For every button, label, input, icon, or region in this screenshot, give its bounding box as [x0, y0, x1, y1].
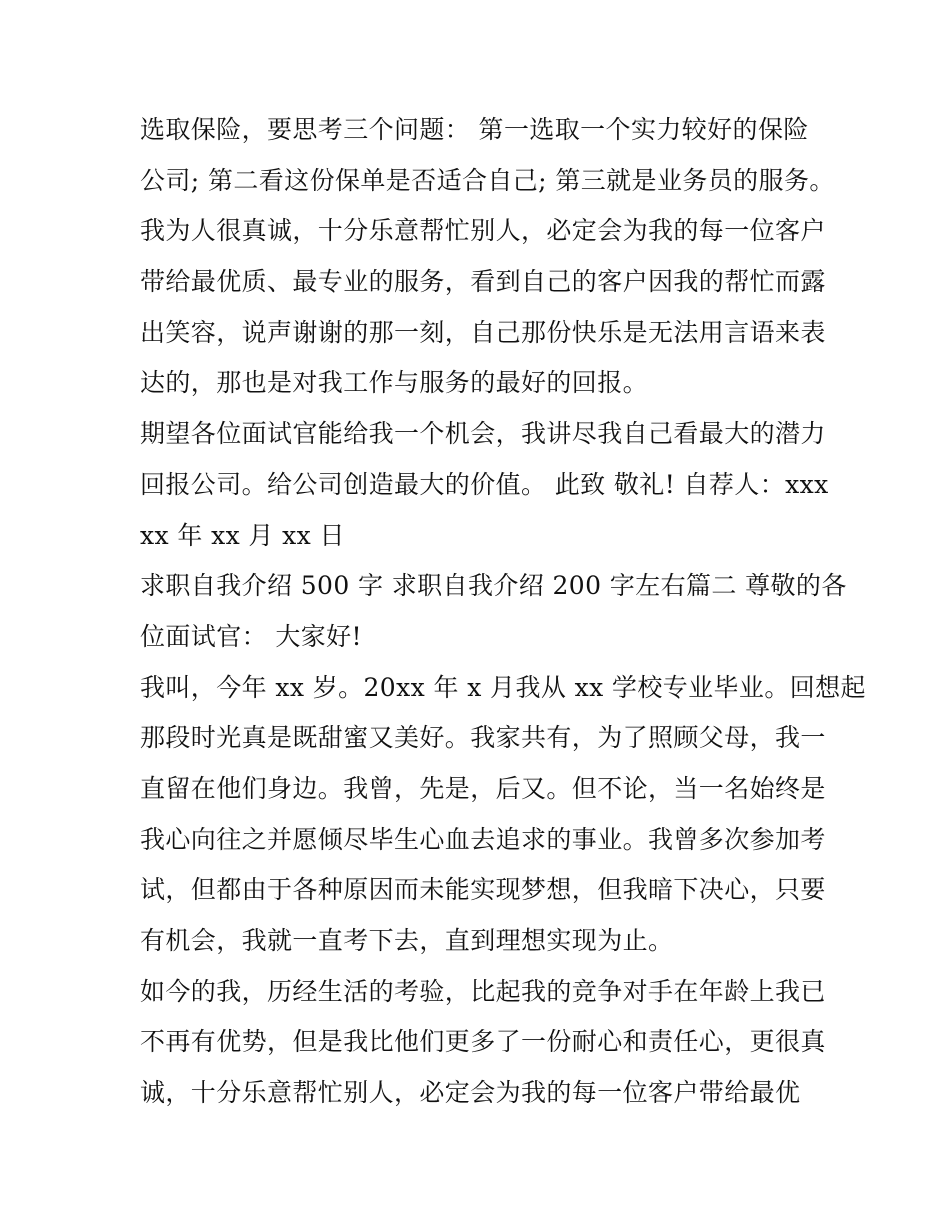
text-line: 我为人很真诚，十分乐意帮忙别人，必定会为我的每一位客户 — [140, 216, 826, 246]
text-line: 公司; 第二看这份保单是否适合自己; 第三就是业务员的服务。 — [140, 165, 835, 195]
text-line: 直留在他们身边。我曾，先是，后又。但不论，当一名始终是 — [140, 773, 826, 803]
text-line: 我叫，今年 xx 岁。20xx 年 x 月我从 xx 学校专业毕业。回想起 — [140, 672, 866, 702]
date-line: xx 年 xx 月 xx 日 — [140, 520, 345, 550]
text-line: 有机会，我就一直考下去，直到理想实现为止。 — [140, 926, 674, 955]
text-line: 带给最优质、最专业的服务，看到自己的客户因我的帮忙而露 — [140, 267, 826, 297]
text-line: 选取保险，要思考三个问题： 第一选取一个实力较好的保险 — [140, 115, 809, 144]
text-line: 如今的我，历经生活的考验，比起我的竞争对手在年龄上我已 — [140, 976, 826, 1006]
text-line: 不再有优势，但是我比他们更多了一份耐心和责任心，更很真 — [140, 1027, 826, 1057]
text-line: 达的，那也是对我工作与服务的最好的回报。 — [140, 368, 649, 398]
text-line: 诚，十分乐意帮忙别人，必定会为我的每一位客户带给最优 — [140, 1078, 801, 1108]
section-heading: 求职自我介绍 500 字 求职自我介绍 200 字左右篇二 尊敬的各 — [140, 571, 847, 601]
greeting-line: 位面试官： 大家好! — [140, 621, 362, 651]
text-line: 回报公司。给公司创造最大的价值。 此致 敬礼! 自荐人：xxx — [140, 469, 829, 499]
text-line: 试，但都由于各种原因而未能实现梦想，但我暗下决心，只要 — [140, 875, 826, 905]
body-text — [140, 105, 866, 1119]
text-line: 出笑容，说声谢谢的那一刻，自己那份快乐是无法用言语来表 — [140, 317, 826, 347]
text-line: 期望各位面试官能给我一个机会，我讲尽我自己看最大的潜力 — [140, 419, 826, 449]
text-line: 我心向往之并愿倾尽毕生心血去追求的事业。我曾多次参加考 — [140, 824, 826, 854]
text-line: 那段时光真是既甜蜜又美好。我家共有，为了照顾父母，我一 — [140, 723, 826, 753]
